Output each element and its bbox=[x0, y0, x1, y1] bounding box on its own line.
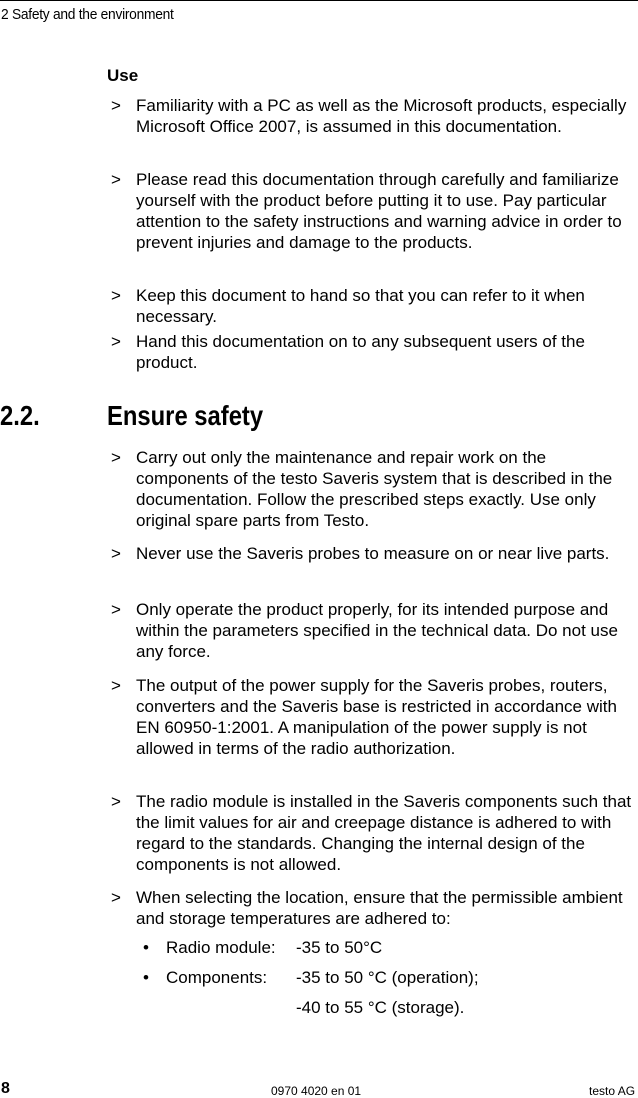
bullet: • bbox=[143, 968, 149, 987]
section-title: Ensure safety bbox=[107, 400, 264, 431]
list-marker: > bbox=[111, 170, 121, 189]
section-heading bbox=[0, 400, 638, 440]
list-marker: > bbox=[111, 544, 121, 563]
list-item-text: Hand this documentation on to any subsequent users of the product. bbox=[136, 332, 585, 372]
list-item bbox=[0, 447, 638, 543]
list-item bbox=[0, 599, 638, 675]
bullet: • bbox=[143, 938, 149, 957]
list-marker: > bbox=[111, 792, 121, 811]
list-item-text: Only operate the product properly, for its intended purpose and within the parameters specified in the technical data. Do not use any force. bbox=[136, 600, 618, 661]
list-item-text: The output of the power supply for the Saveris probes, routers, converters and the Saveris base is restricted in accordance with EN 60950-1:2001. A manipulation of the power supply is not allowed in terms of the radio authorization. bbox=[136, 676, 617, 758]
list-item bbox=[0, 675, 638, 791]
list-item-text: Familiarity with a PC as well as the Microsoft products, especially Microsoft Office 2007, is assumed in this documentation. bbox=[136, 96, 627, 136]
use-heading: Use bbox=[107, 66, 139, 85]
list-marker: > bbox=[111, 600, 121, 619]
list-item-text: Never use the Saveris probes to measure on or near live parts. bbox=[136, 544, 610, 563]
header-title: 2 Safety and the environment bbox=[1, 6, 174, 23]
page-number: 8 bbox=[1, 1080, 10, 1097]
list-item-text: Keep this document to hand so that you can refer to it when necessary. bbox=[136, 286, 585, 326]
company-name: testo AG bbox=[589, 1084, 636, 1098]
list-item bbox=[0, 543, 638, 599]
list-item bbox=[0, 331, 638, 377]
document-number: 0970 4020 en 01 bbox=[271, 1084, 362, 1098]
list-item-text: Carry out only the maintenance and repair work on the components of the testo Saveris system that is described in the documentation. Follow the prescribed steps exactly. Use only original spare parts from Testo. bbox=[136, 448, 613, 530]
list-item bbox=[0, 791, 638, 887]
list-item bbox=[0, 169, 638, 285]
temperature-value: -35 to 50°C bbox=[296, 938, 383, 957]
list-marker: > bbox=[111, 888, 121, 907]
list-item-text: When selecting the location, ensure that the permissible ambient and storage temperatures are adhered to: bbox=[136, 888, 623, 928]
storage-temperature-value: -40 to 55 °C (storage). bbox=[296, 998, 465, 1017]
page-header bbox=[0, 0, 638, 29]
temperature-label: Components: bbox=[166, 968, 268, 987]
list-item-text: Please read this documentation through carefully and familiarize yourself with the product before putting it to use. Pay particular attention to the safety instructions and warning advice in order to prevent injuries and damage to the products. bbox=[136, 170, 622, 252]
list-item-text: The radio module is installed in the Saveris components such that the limit values for air and creepage distance is adhered to with regard to the standards. Changing the internal design of the components is not allowed. bbox=[136, 792, 632, 874]
page-footer bbox=[0, 1080, 638, 1098]
temperature-value: -35 to 50 °C (operation); bbox=[296, 968, 479, 987]
list-item bbox=[0, 887, 638, 937]
list-marker: > bbox=[111, 676, 121, 695]
section-number: 2.2. bbox=[0, 400, 40, 431]
use-list bbox=[0, 95, 638, 377]
temperature-label: Radio module: bbox=[166, 938, 276, 957]
list-marker: > bbox=[111, 286, 121, 305]
safety-list bbox=[0, 447, 638, 937]
list-marker: > bbox=[111, 332, 121, 351]
list-marker: > bbox=[111, 96, 121, 115]
list-item bbox=[0, 95, 638, 169]
list-marker: > bbox=[111, 448, 121, 467]
list-item bbox=[0, 285, 638, 331]
